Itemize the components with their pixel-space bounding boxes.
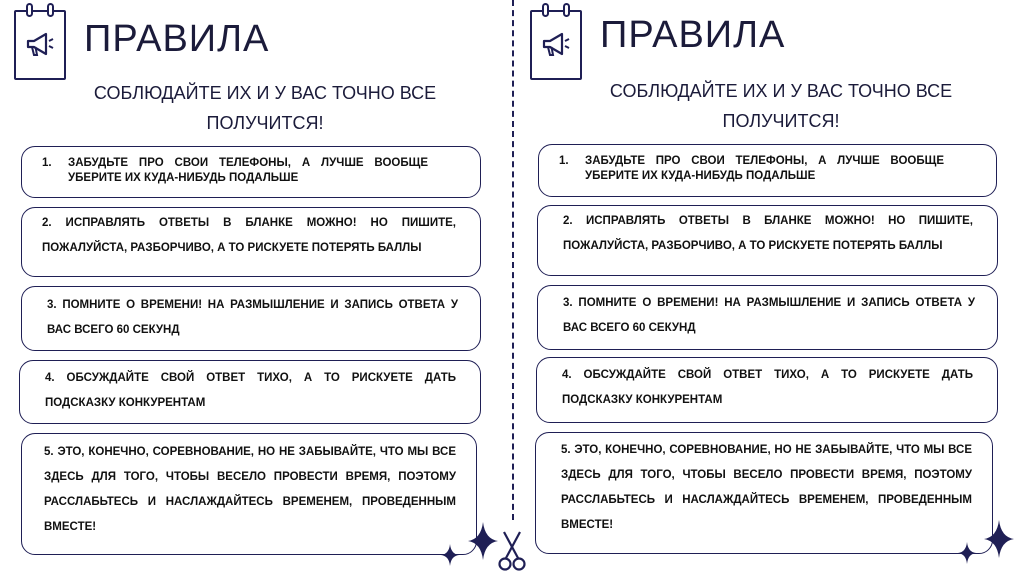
- rule-card-4: [536, 357, 998, 423]
- rule-number: 1.: [42, 157, 52, 169]
- rules-panel-right: [517, 0, 1024, 576]
- sparkle-icon: [958, 542, 976, 564]
- rule-card-3: [21, 286, 481, 351]
- rule-text: 2. ИСПРАВЛЯТЬ ОТВЕТЫ В БЛАНКЕ МОЖНО! НО ПИШИТЕ, ПОЖАЛУЙСТА, РАЗБОРЧИВО, А ТО РИСКУЕТЕ ПОТЕРЯТЬ БАЛЛЫ: [563, 215, 973, 252]
- scissors-icon: [496, 530, 528, 574]
- rule-card-1: [538, 144, 997, 197]
- rule-text: 2. ИСПРАВЛЯТЬ ОТВЕТЫ В БЛАНКЕ МОЖНО! НО ПИШИТЕ, ПОЖАЛУЙСТА, РАЗБОРЧИВО, А ТО РИСКУЕТЕ ПОТЕРЯТЬ БАЛЛЫ: [42, 217, 456, 254]
- cut-line-divider: [512, 0, 514, 520]
- rule-card-5: [535, 432, 993, 554]
- rule-text: 4. ОБСУЖДАЙТЕ СВОЙ ОТВЕТ ТИХО, А ТО РИСКУЕТЕ ДАТЬ ПОДСКАЗКУ КОНКУРЕНТАМ: [45, 372, 456, 409]
- rule-card-2: [21, 207, 481, 277]
- rule-card-4: [19, 360, 481, 424]
- rule-text: 3. ПОМНИТЕ О ВРЕМЕНИ! НА РАЗМЫШЛЕНИЕ И ЗАПИСЬ ОТВЕТА У ВАС ВСЕГО 60 СЕКУНД: [47, 299, 458, 336]
- notice-board: [530, 10, 582, 80]
- rule-card-1: [21, 146, 481, 198]
- megaphone-icon: [541, 32, 571, 58]
- page-subtitle: СОБЛЮДАЙТЕ ИХ И У ВАС ТОЧНО ВСЕ ПОЛУЧИТСЯ!: [609, 81, 953, 131]
- page-title: ПРАВИЛА: [600, 14, 786, 56]
- sparkle-icon: [984, 520, 1014, 558]
- page-subtitle: СОБЛЮДАЙТЕ ИХ И У ВАС ТОЧНО ВСЕ ПОЛУЧИТСЯ!: [93, 83, 437, 133]
- rule-text: 5. ЭТО, КОНЕЧНО, СОРЕВНОВАНИЕ, НО НЕ ЗАБЫВАЙТЕ, ЧТО МЫ ВСЕ ЗДЕСЬ ДЛЯ ТОГО, ЧТОБЫ ВЕСЕЛО ПРОВЕСТИ ВРЕМЯ, ПОЭТОМУ РАССЛАБЬТЕСЬ И НАСЛАЖДАЙТЕСЬ ВРЕМЕНЕМ, ПРОВЕДЕННЫМ ВМЕСТЕ!: [44, 446, 456, 533]
- rule-card-2: [537, 205, 998, 276]
- rule-text: ЗАБУДЬТЕ ПРО СВОИ ТЕЛЕФОНЫ, А ЛУЧШЕ ВООБЩЕ УБЕРИТЕ ИХ КУДА-НИБУДЬ ПОДАЛЬШЕ: [585, 155, 944, 182]
- rule-text: ЗАБУДЬТЕ ПРО СВОИ ТЕЛЕФОНЫ, А ЛУЧШЕ ВООБЩЕ УБЕРИТЕ ИХ КУДА-НИБУДЬ ПОДАЛЬШЕ: [68, 157, 428, 184]
- megaphone-icon: [25, 32, 55, 58]
- sparkle-icon: [468, 522, 498, 560]
- rule-text: 5. ЭТО, КОНЕЧНО, СОРЕВНОВАНИЕ, НО НЕ ЗАБЫВАЙТЕ, ЧТО МЫ ВСЕ ЗДЕСЬ ДЛЯ ТОГО, ЧТОБЫ ВЕСЕЛО ПРОВЕСТИ ВРЕМЯ, ПОЭТОМУ РАССЛАБЬТЕСЬ И НАСЛАЖДАЙТЕСЬ ВРЕМЕНЕМ, ПРОВЕДЕННЫМ ВМЕСТЕ!: [561, 444, 972, 531]
- notice-board: [14, 10, 66, 80]
- rule-card-3: [537, 285, 998, 350]
- sparkle-icon: [441, 544, 459, 566]
- rule-text: 4. ОБСУЖДАЙТЕ СВОЙ ОТВЕТ ТИХО, А ТО РИСКУЕТЕ ДАТЬ ПОДСКАЗКУ КОНКУРЕНТАМ: [562, 369, 973, 406]
- rule-text: 3. ПОМНИТЕ О ВРЕМЕНИ! НА РАЗМЫШЛЕНИЕ И ЗАПИСЬ ОТВЕТА У ВАС ВСЕГО 60 СЕКУНД: [563, 297, 975, 334]
- rule-card-5: [21, 433, 477, 555]
- rule-number: 1.: [559, 155, 569, 167]
- page-title: ПРАВИЛА: [84, 18, 270, 60]
